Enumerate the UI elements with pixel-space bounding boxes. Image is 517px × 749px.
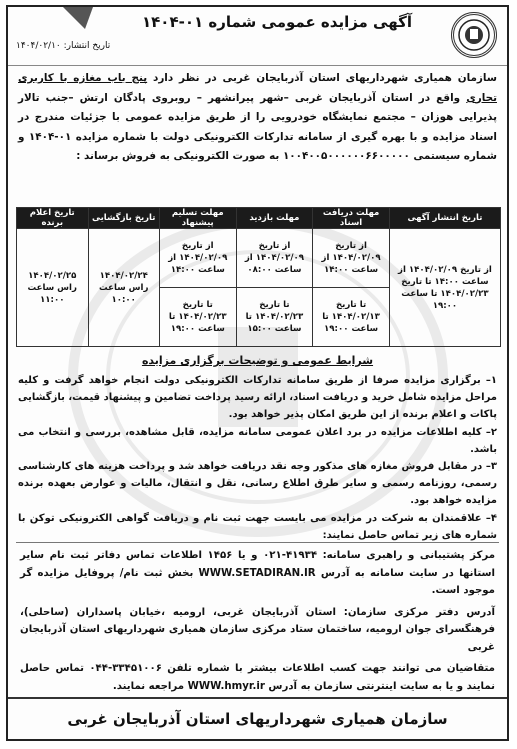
header-winner: تاریخ اعلام برنده xyxy=(17,208,89,229)
conditions-title: شرایط عمومی و توضیحات برگزاری مزایده xyxy=(141,354,374,367)
header-opening: تاریخ بازگشایی xyxy=(88,208,159,229)
condition-item: ۲– کلیه اطلاعات مزایده در برد اعلان عمومی سامانه مزایده، قابل مشاهده، بررسی و انتخاب می باشد. xyxy=(18,426,497,455)
schedule-header-row xyxy=(17,208,501,229)
contact-text: متقاضیان می توانند جهت کسب اطلاعات بیشتر با شماره تلفن ۳۳۴۵۱۰۰۶-۰۴۴ تماس حاصل نمایند و یا به سایت اینترنتی سازمان به آدرس WWW.hmyr.ir مراجعه نمایند. xyxy=(20,663,495,692)
support-info xyxy=(20,547,495,699)
schedule-table xyxy=(16,207,501,347)
header-receive: مهلت دریافت اسناد xyxy=(313,208,390,229)
municipality-seal-icon xyxy=(451,12,497,58)
cell-winner: ۱۴۰۴/۰۲/۲۵ راس ساعت ۱۱:۰۰ xyxy=(17,229,89,347)
header-publish: تاریخ انتشار آگهی xyxy=(389,208,500,229)
intro-part-2: واقع در استان آذربایجان غربی –شهر پیرانشهر – روبروی پادگان ارتش –جنب تالار پذیرایی هوزان – مجتمع نمایشگاه خودرویی را از طریق مزایده عمومی با جزئیات مندرج در اسناد مزایده و با بهره گیری از سامانه تدارکات الکترونیکی دولت با شماره مزایده ۰۱-۱۴۰۴ و شماره سیستمی ۱۰۰۴۰۰۵۰۰۰۰۰۰۶۶۰۰۰۰۰ به صورت الکترونیکی به فروش برساند : xyxy=(18,91,497,162)
folded-corner-icon xyxy=(63,7,93,29)
cell-visit-from: از تاریخ ۱۴۰۴/۰۲/۰۹ از ساعت ۰۸:۰۰ xyxy=(236,229,313,288)
intro-highlight: پنج باب مغازه با کاربری تجاری xyxy=(18,72,497,104)
cell-publish: از تاریخ ۱۴۰۴/۰۲/۰۹ از ساعت ۱۴:۰۰ تا تاریخ ۱۴۰۴/۰۲/۲۳ تا ساعت ۱۹:۰۰ xyxy=(389,229,500,347)
header xyxy=(8,7,507,66)
conditions-list xyxy=(18,372,497,544)
header-visit: مهلت بازدید xyxy=(236,208,313,229)
cell-receive-to: تا تاریخ ۱۴۰۴/۰۲/۱۳ تا ساعت ۱۹:۰۰ xyxy=(313,288,390,347)
intro-part-1: سازمان همیاری شهرداریهای استان آذربایجان غربی در نظر دارد xyxy=(147,72,498,84)
schedule-row-from xyxy=(17,229,501,288)
publish-date: تاریخ انتشار: ۱۴۰۴/۰۲/۱۰ xyxy=(16,41,111,51)
footer-org-name: سازمان همیاری شهرداریهای استان آذربایجان غربی xyxy=(8,697,507,739)
section-divider xyxy=(16,542,499,543)
cell-opening: ۱۴۰۴/۰۲/۲۴ راس ساعت ۱۰:۰۰ xyxy=(88,229,159,347)
condition-item: ۱– برگزاری مزایده صرفا از طریق سامانه تدارکات الکترونیکی دولت انجام خواهد گرفت و کلیه مراحل مزایده شامل خرید و دریافت اسناد، ارائه رسید پرداخت تضامین و پیشنهاد قیمت، بازگشایی پاکات و اعلام برنده از این طریق امکان پذیر خواهد بود. xyxy=(18,375,497,421)
ad-page xyxy=(6,5,509,741)
condition-item: ۳– در مقابل فروش مغازه های مذکور وجه نقد دریافت خواهد شد و پرداخت هزینه های کارشناسی رسمی، روزنامه رسمی و سایر طرق اطلاع رسانی، نقل و انتقال، مالیات و عوارض بعهده برنده مزایده خواهد بود. xyxy=(18,461,497,507)
cell-submit-from: از تاریخ ۱۴۰۴/۰۲/۰۹ از ساعت ۱۴:۰۰ xyxy=(159,229,236,288)
cell-visit-to: تا تاریخ ۱۴۰۴/۰۲/۲۳ تا ساعت ۱۵:۰۰ xyxy=(236,288,313,347)
cell-submit-to: تا تاریخ ۱۴۰۴/۰۲/۲۳ تا ساعت ۱۹:۰۰ xyxy=(159,288,236,347)
intro-paragraph xyxy=(18,69,497,167)
support-center-text: مرکز پشتیبانی و راهبری سامانه: ۴۱۹۳۴-۰۲۱ و یا ۱۴۵۶ اطلاعات تماس دفاتر ثبت نام سایر استانها در سایت سامانه به آدرس WWW.SETADIRAN.IR بخش ثبت نام/ پروفایل مزایده گر موجود است. xyxy=(20,550,496,596)
condition-item: ۴– علاقمندان به شرکت در مزایده می بایست جهت ثبت نام و دریافت گواهی الکترونیکی توکن با شماره های زیر تماس حاصل نمایند: xyxy=(18,512,497,541)
cell-receive-from: از تاریخ ۱۴۰۴/۰۲/۰۹ از ساعت ۱۴:۰۰ xyxy=(313,229,390,288)
office-address-text: آدرس دفتر مرکزی سازمان: استان آذربایجان غربی، ارومیه ،خیابان پاسداران (ساحلی)، فرهنگسرای جوان ارومیه، ساختمان ستاد مرکزی سازمان همیاری شهرداریهای استان آذربایجان غربی xyxy=(20,606,495,653)
page-title: آگهی مزایده عمومی شماره ۰۱-۱۴۰۴ xyxy=(141,13,412,31)
header-submit: مهلت تسلیم پیشنهاد xyxy=(159,208,236,229)
